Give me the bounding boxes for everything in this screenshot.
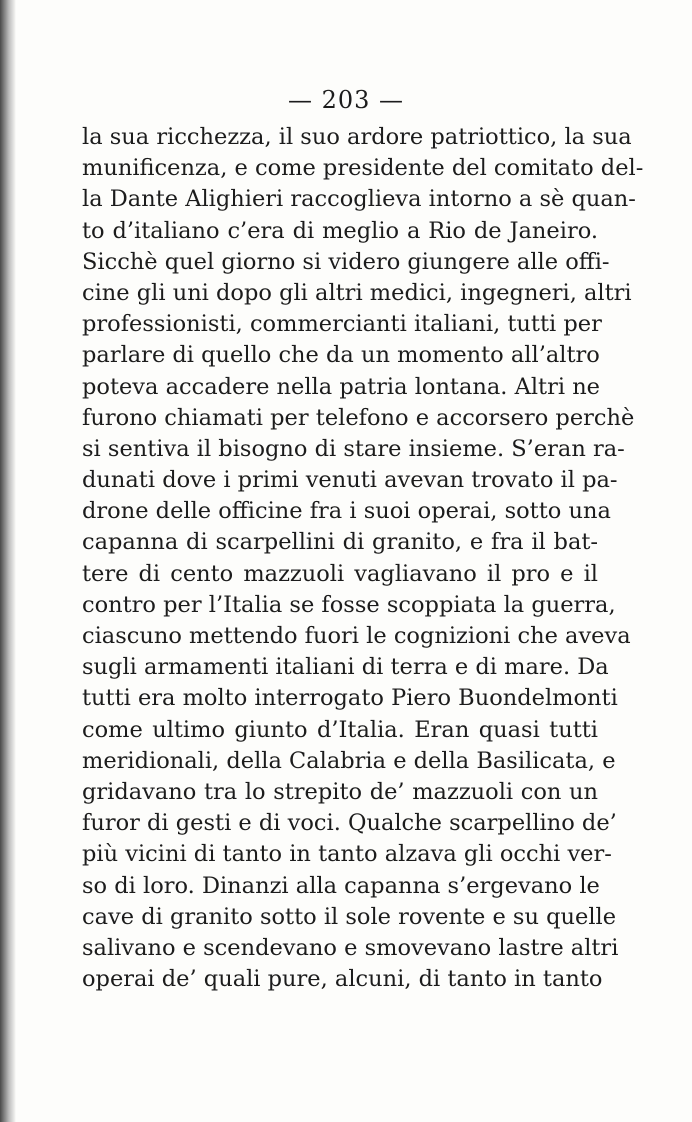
text-line: munificenza, e come presidente del comitato del- <box>82 155 644 182</box>
text-line: furono chiamati per telefono e accorsero perchè <box>82 404 635 431</box>
text-line: drone delle officine fra i suoi operai, sotto una <box>82 498 611 525</box>
text-line: gridavano tra lo strepito de’ mazzuoli con un <box>82 778 598 805</box>
text-line: dunati dove i primi venuti avevan trovato il pa- <box>82 467 618 494</box>
binding-edge <box>0 0 16 1122</box>
text-line: capanna di scarpellini di granito, e fra il bat- <box>82 529 598 556</box>
text-line: la sua ricchezza, il suo ardore patriottico, la sua <box>82 124 632 150</box>
text-line: si sentiva il bisogno di stare insieme. S’eran ra- <box>82 435 625 462</box>
text-line: tere di cento mazzuoli vagliavano il pro e il <box>82 560 598 587</box>
text-line: contro per l’Italia se fosse scoppiata la guerra, <box>82 591 616 618</box>
page-number: — 203 — <box>287 86 405 114</box>
text-line: tutti era molto interrogato Piero Buondelmonti <box>82 685 618 712</box>
text-line: so di loro. Dinanzi alla capanna s’ergevano le <box>82 872 600 899</box>
text-line: professionisti, commercianti italiani, tutti per <box>82 311 602 338</box>
text-line: come ultimo giunto d’Italia. Eran quasi tutti <box>82 716 598 743</box>
text-line: parlare di quello che da un momento all’altro <box>82 342 600 369</box>
text-line: salivano e scendevano e smovevano lastre altri <box>82 934 619 961</box>
text-line: meridionali, della Calabria e della Basilicata, e <box>82 747 616 774</box>
text-line: la Dante Alighieri raccoglieva intorno a sè quan- <box>82 186 636 213</box>
text-line: furor di gesti e di voci. Qualche scarpellino de’ <box>82 810 617 837</box>
text-line: cave di granito sotto il sole rovente e su quelle <box>82 903 617 930</box>
text-line: to d’italiano c’era di meglio a Rio de Janeiro. <box>82 217 598 244</box>
text-line: cine gli uni dopo gli altri medici, ingegneri, altri <box>82 279 632 306</box>
body-text <box>82 122 644 995</box>
text-line: operai de’ quali pure, alcuni, di tanto in tanto <box>82 966 603 993</box>
text-line: Sicchè quel giorno si videro giungere alle offi- <box>82 248 610 275</box>
text-line: sugli armamenti italiani di terra e di mare. Da <box>82 654 609 681</box>
text-line: più vicini di tanto in tanto alzava gli occhi ver- <box>82 841 612 868</box>
text-line: poteva accadere nella patria lontana. Altri ne <box>82 373 600 400</box>
text-line: ciascuno mettendo fuori le cognizioni che aveva <box>82 623 631 649</box>
